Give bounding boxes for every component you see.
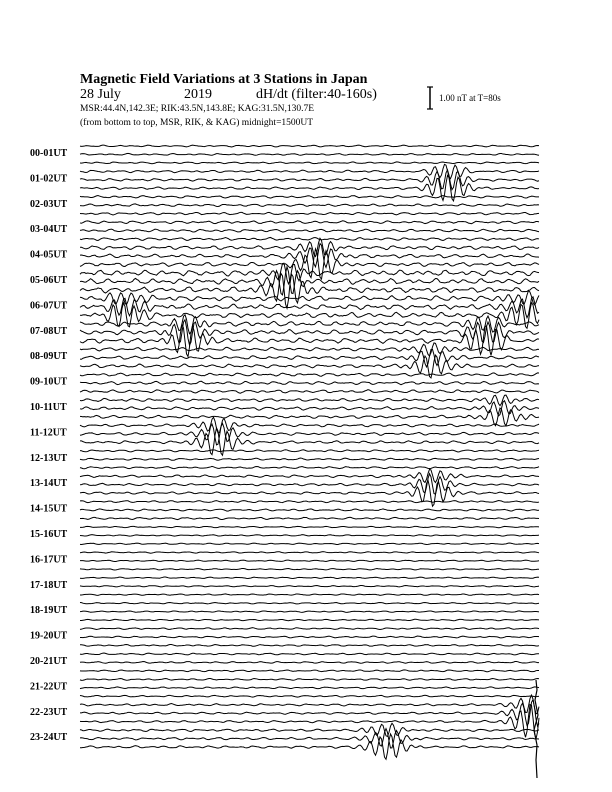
hour-label: 03-04UT: [30, 224, 68, 236]
hour-label: 01-02UT: [30, 173, 68, 185]
trace-rik-02-03UT: [80, 204, 539, 207]
hour-label: 12-13UT: [30, 452, 68, 464]
trace-kag-12-13UT: [80, 450, 539, 452]
hour-label: 20-21UT: [30, 656, 68, 667]
trace-rik-21-22UT: [80, 687, 539, 689]
trace-rik-17-18UT: [80, 586, 539, 587]
hour-label: 04-05UT: [30, 249, 68, 261]
trace-msr-14-15UT: [80, 517, 539, 519]
hour-label: 08-09UT: [30, 351, 68, 363]
trace-rik-23-24UT: [80, 729, 539, 748]
trace-msr-00-01UT: [80, 162, 539, 164]
trace-kag-00-01UT: [80, 145, 539, 147]
trace-kag-22-23UT: [80, 695, 539, 714]
trace-kag-14-15UT: [80, 501, 539, 503]
trace-msr-21-22UT: [80, 695, 539, 697]
trace-rik-09-10UT: [80, 381, 539, 384]
hour-label: 13-14UT: [30, 478, 68, 490]
trace-msr-10-11UT: [80, 408, 539, 426]
chart-title: Magnetic Field Variations at 3 Stations in Japan: [80, 72, 368, 87]
hour-label: 06-07UT: [30, 300, 68, 312]
trace-msr-19-20UT: [80, 645, 539, 647]
station-coordinates: MSR:44.4N,142.3E; RIK:43.5N,143.8E; KAG:31.5N,130.7E: [80, 104, 315, 114]
trace-kag-01-02UT: [80, 164, 539, 178]
trace-msr-15-16UT: [80, 543, 539, 544]
trace-kag-19-20UT: [80, 628, 539, 630]
hour-label: 21-22UT: [30, 681, 68, 693]
trace-kag-23-24UT: [80, 723, 539, 736]
trace-msr-16-17UT: [80, 568, 539, 570]
hour-label: 15-16UT: [30, 529, 68, 540]
trace-kag-16-17UT: [80, 552, 539, 554]
trace-msr-20-21UT: [80, 670, 539, 672]
trace-kag-15-16UT: [80, 526, 539, 527]
hour-label: 02-03UT: [30, 198, 68, 210]
hour-label: 11-12UT: [30, 427, 67, 439]
hour-label-group: [30, 148, 68, 743]
trace-kag-13-14UT: [80, 469, 539, 482]
trace-msr-12-13UT: [80, 466, 539, 468]
station-order-note: (from bottom to top, MSR, RIK, & KAG) midnight=1500UT: [80, 118, 314, 128]
trace-rik-08-09UT: [80, 349, 539, 367]
hour-label: 07-08UT: [30, 325, 68, 337]
trace-rik-15-16UT: [80, 535, 539, 536]
trace-rik-04-05UT: [80, 244, 539, 268]
trace-kag-11-12UT: [80, 417, 539, 433]
trace-kag-17-18UT: [80, 577, 539, 578]
trace-rik-19-20UT: [80, 636, 539, 638]
hour-label: 10-11UT: [30, 402, 67, 413]
trace-msr-07-08UT: [80, 325, 539, 357]
year-label: 2019: [184, 87, 212, 102]
trace-rik-00-01UT: [80, 153, 539, 155]
trace-kag-18-19UT: [80, 602, 539, 603]
trace-kag-20-21UT: [80, 653, 539, 655]
hour-label: 16-17UT: [30, 554, 68, 566]
trace-group: [80, 145, 539, 778]
trace-kag-21-22UT: [80, 678, 539, 680]
trace-rik-12-13UT: [80, 458, 539, 460]
trace-rik-20-21UT: [80, 661, 539, 663]
trace-msr-22-23UT: [80, 705, 539, 740]
quantity-label: dH/dt (filter:40-160s): [256, 87, 377, 102]
scale-label: 1.00 nT at T=80s: [439, 93, 501, 103]
trace-rik-16-17UT: [80, 560, 539, 561]
trace-kag-04-05UT: [80, 238, 539, 256]
trace-msr-04-05UT: [80, 249, 539, 279]
trace-rik-10-11UT: [80, 401, 539, 416]
hour-label: 09-10UT: [30, 376, 68, 388]
trace-msr-17-18UT: [80, 594, 539, 595]
hour-label: 18-19UT: [30, 605, 68, 617]
trace-rik-18-19UT: [80, 611, 539, 612]
trace-msr-18-19UT: [80, 619, 539, 620]
trace-rik-14-15UT: [80, 509, 539, 511]
trace-kag-06-07UT: [80, 291, 539, 305]
hour-label: 17-18UT: [30, 579, 68, 591]
hour-label: 14-15UT: [30, 503, 68, 515]
date-label: 28 July: [80, 87, 121, 102]
hour-label: 00-01UT: [30, 148, 68, 159]
hour-label: 23-24UT: [30, 732, 68, 744]
trace-msr-02-03UT: [80, 212, 539, 215]
hour-label: 19-20UT: [30, 630, 68, 642]
trace-kag-02-03UT: [80, 195, 539, 198]
trace-rik-03-04UT: [80, 229, 539, 232]
hour-label: 22-23UT: [30, 706, 68, 718]
trace-kag-09-10UT: [80, 373, 539, 376]
trace-kag-10-11UT: [80, 395, 539, 406]
trace-msr-05-06UT: [80, 273, 539, 308]
trace-kag-03-04UT: [80, 221, 539, 224]
trace-msr-09-10UT: [80, 390, 539, 394]
trace-msr-03-04UT: [80, 237, 539, 240]
hour-label: 05-06UT: [30, 275, 68, 286]
